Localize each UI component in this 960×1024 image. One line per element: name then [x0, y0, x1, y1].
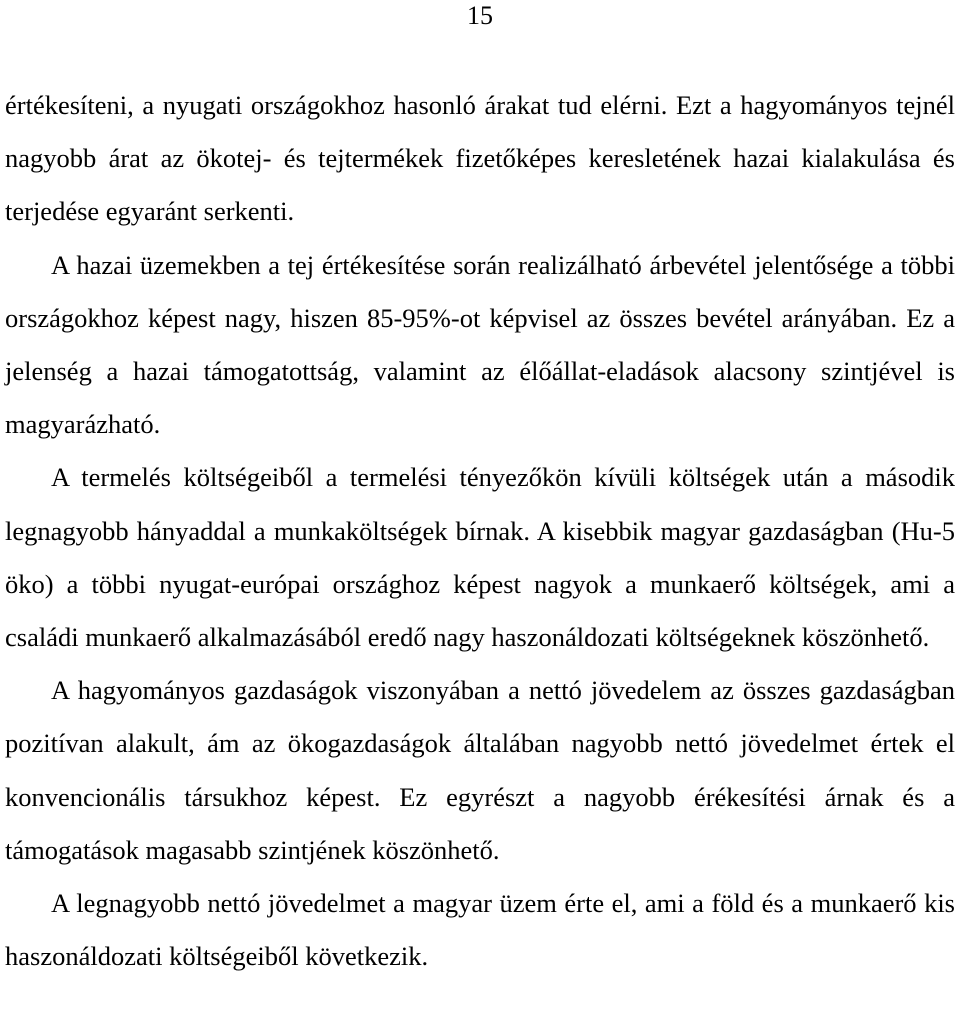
paragraph-continued: értékesíteni, a nyugati országokhoz hasonló árakat tud elérni. Ezt a hagyományos tejnél nagyobb árat az ökotej- és tejtermékek fizetőképes keresletének hazai kialakulása és terjedése egyaránt serkenti.: [5, 90, 955, 227]
paragraph-revenue: A hazai üzemekben a tej értékesítése során realizálható árbevétel jelentősége a többi országokhoz képest nagy, hiszen 85-95%-ot képvisel az összes bevétel arányában. Ez a jelenség a hazai támogatottság, valamint az élőállat-eladások alacsony szintjével is magyarázható.: [5, 249, 955, 440]
document-body: [5, 79, 955, 983]
paragraph-costs: A termelés költségeiből a termelési tényezőkön kívüli költségek után a második legnagyobb hányaddal a munkaköltségek bírnak. A kisebbik magyar gazdaságban (Hu-5 öko) a többi nyugat-európai országhoz képest nagyok a munkaerő költségek, ami a családi munkaerő alkalmazásából eredő nagy haszonáldozati költségeknek köszönhető.: [5, 462, 955, 653]
paragraph-largest-income: A legnagyobb nettó jövedelmet a magyar üzem érte el, ami a föld és a munkaerő kis haszonáldozati költségeiből következik.: [5, 888, 955, 972]
paragraph-net-income: A hagyományos gazdaságok viszonyában a nettó jövedelem az összes gazdaságban pozitívan alakult, ám az ökogazdaságok általában nagyobb nettó jövedelmet értek el konvencionális társukhoz képest. Ez egyrészt a nagyobb érékesítési árnak és a támogatások magasabb szintjének köszönhető.: [5, 675, 955, 865]
page-number: 15: [467, 1, 493, 30]
